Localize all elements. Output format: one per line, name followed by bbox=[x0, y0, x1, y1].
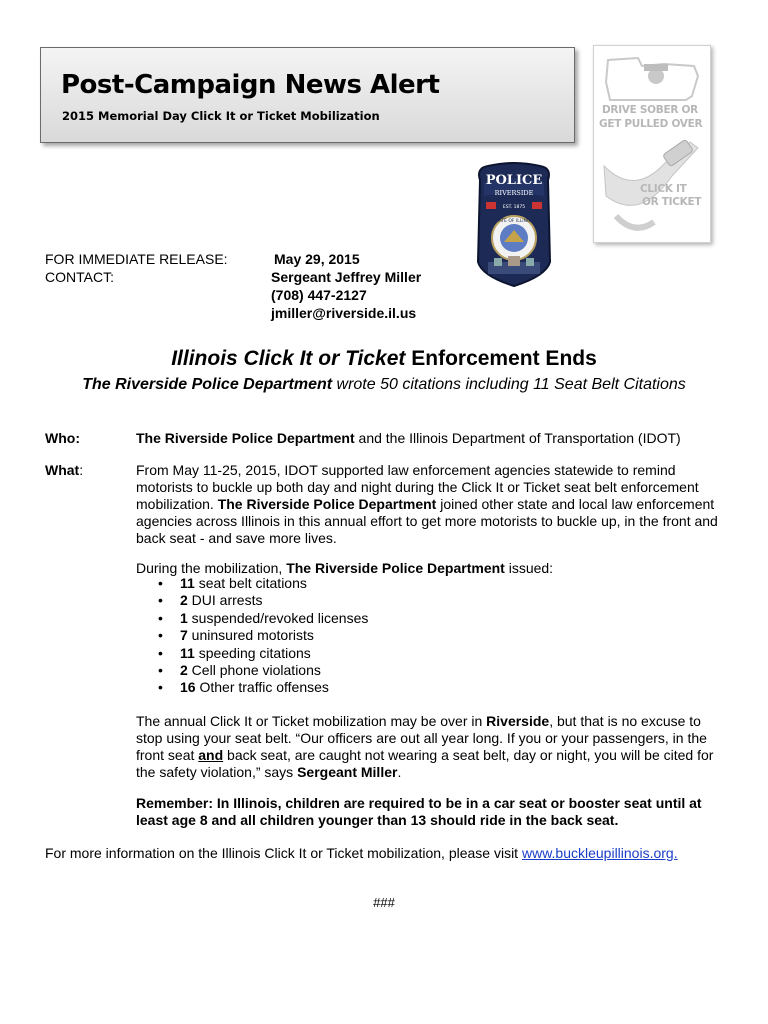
what-line-3-dept: The Riverside Police Department bbox=[217, 496, 437, 512]
annual-line-1-pre: The annual Click It or Ticket mobilization may be over in bbox=[136, 713, 487, 729]
list-item bbox=[136, 627, 368, 644]
buckleup-link[interactable]: www.buckleupillinois.org. bbox=[521, 845, 678, 861]
who-label: Who: bbox=[45, 430, 80, 446]
item-count: 7 bbox=[180, 627, 188, 644]
annual-line-4-name: Sergeant Miller bbox=[297, 764, 398, 780]
more-info-text: For more information on the Illinois Click It or Ticket mobilization, please visit bbox=[45, 845, 522, 861]
contact-phone: (708) 447-2127 bbox=[271, 287, 367, 303]
subheadline bbox=[0, 376, 768, 394]
what-line-1: From May 11-25, 2015, IDOT supported law enforcement agencies statewide to remind bbox=[136, 462, 676, 478]
list-item bbox=[136, 645, 368, 662]
state-outline-icon bbox=[594, 46, 710, 242]
citation-list bbox=[136, 575, 368, 697]
contact-name: Sergeant Jeffrey Miller bbox=[271, 269, 422, 285]
release-date: May 29, 2015 bbox=[274, 251, 360, 267]
item-count: 11 bbox=[180, 644, 195, 661]
contact-label: CONTACT: bbox=[45, 269, 114, 285]
poster-line-2: GET PULLED OVER bbox=[599, 118, 703, 130]
annual-line-4-pre: the safety violation,” says bbox=[136, 764, 298, 780]
what-label-text: What bbox=[45, 462, 80, 478]
contact-email: jmiller@riverside.il.us bbox=[271, 305, 417, 321]
item-text: Cell phone violations bbox=[187, 662, 321, 679]
what-line-3 bbox=[136, 496, 726, 513]
annual-line-4-post: . bbox=[397, 764, 402, 780]
item-text: seat belt citations bbox=[194, 575, 307, 591]
list-item bbox=[136, 592, 368, 609]
annual-line-3 bbox=[136, 747, 726, 764]
end-mark: ### bbox=[373, 895, 395, 910]
headline-italic: Illinois Click It or Ticket bbox=[171, 347, 406, 370]
list-item bbox=[136, 679, 368, 696]
item-count: 16 bbox=[180, 679, 196, 696]
badge-est: EST. 1875 bbox=[502, 205, 526, 210]
what-colon: : bbox=[79, 462, 84, 478]
police-badge bbox=[474, 162, 554, 288]
item-count: 2 bbox=[180, 662, 188, 679]
list-item bbox=[136, 575, 368, 592]
more-info bbox=[45, 845, 678, 861]
item-count: 11 bbox=[180, 575, 195, 591]
item-text: DUI arrests bbox=[187, 592, 263, 609]
release-label: FOR IMMEDIATE RELEASE: bbox=[45, 251, 228, 267]
campaign-poster bbox=[593, 45, 711, 243]
annual-line-4 bbox=[136, 764, 726, 781]
mobilization-intro-post: issued: bbox=[504, 560, 554, 576]
subhead-rest: wrote 50 citations including 11 Seat Belt Citations bbox=[332, 376, 686, 393]
annual-line-3-and: and bbox=[198, 747, 224, 763]
badge-city: RIVERSIDE bbox=[494, 189, 534, 197]
what-line-3-post: joined other state and local law enforcement bbox=[436, 496, 715, 512]
what-line-4: agencies across Illinois in this annual effort to get more motorists to buckle up, in the front and bbox=[136, 513, 718, 529]
what-line-2: motorists to buckle up both day and night during the Click It or Ticket seat belt enforcement bbox=[136, 479, 699, 495]
subhead-dept: The Riverside Police Department bbox=[82, 376, 333, 393]
who-dept: The Riverside Police Department bbox=[136, 430, 355, 446]
what-line-5: back seat - and save more lives. bbox=[136, 530, 337, 546]
police-badge-icon bbox=[474, 162, 554, 288]
who-rest: and the Illinois Department of Transportation (IDOT) bbox=[354, 430, 681, 446]
page-title: Post-Campaign News Alert bbox=[61, 70, 440, 100]
list-item bbox=[136, 662, 368, 679]
remember-line-1: Remember: In Illinois, children are required to be in a car seat or booster seat until at bbox=[136, 795, 702, 811]
headline-rest: Enforcement Ends bbox=[405, 347, 597, 370]
mobilization-intro-dept: The Riverside Police Department bbox=[286, 560, 505, 576]
mobilization-intro-pre: During the mobilization, bbox=[136, 560, 287, 576]
item-count: 1 bbox=[180, 609, 188, 626]
header-banner bbox=[40, 47, 575, 143]
what-text bbox=[136, 462, 726, 547]
annual-line-3-pre: front seat bbox=[136, 747, 199, 763]
item-text: uninsured motorists bbox=[187, 627, 314, 644]
what-line-3-pre: mobilization. bbox=[136, 496, 218, 512]
annual-line-2: stop using your seat belt. “Our officers are out all year long. If you or your passengers, in the bbox=[136, 730, 707, 746]
who-text bbox=[136, 430, 726, 447]
annual-line-1 bbox=[136, 713, 726, 730]
item-text: speeding citations bbox=[194, 644, 311, 661]
remember-paragraph bbox=[136, 795, 726, 829]
badge-state: STATE OF ILLINOIS bbox=[493, 219, 535, 224]
poster-line-3: CLICK IT bbox=[640, 183, 687, 195]
list-item bbox=[136, 610, 368, 627]
what-label bbox=[45, 462, 83, 478]
item-text: Other traffic offenses bbox=[195, 679, 329, 696]
remember-line-2: least age 8 and all children younger than 13 should ride in the back seat. bbox=[136, 812, 619, 828]
poster-line-1: DRIVE SOBER OR bbox=[602, 104, 698, 116]
annual-line-3-post: back seat, are caught not wearing a seat belt, day or night, you will be cited for bbox=[223, 747, 714, 763]
poster-line-4: OR TICKET bbox=[642, 196, 702, 208]
annual-line-1-post: , but that is no excuse to bbox=[549, 713, 701, 729]
item-count: 2 bbox=[180, 592, 188, 609]
headline bbox=[0, 347, 768, 371]
annual-line-1-city: Riverside bbox=[486, 713, 550, 729]
item-text: suspended/revoked licenses bbox=[187, 609, 369, 626]
badge-top-text: POLICE bbox=[485, 173, 543, 188]
page-subtitle: 2015 Memorial Day Click It or Ticket Mobilization bbox=[62, 109, 380, 123]
annual-paragraph bbox=[136, 713, 726, 781]
